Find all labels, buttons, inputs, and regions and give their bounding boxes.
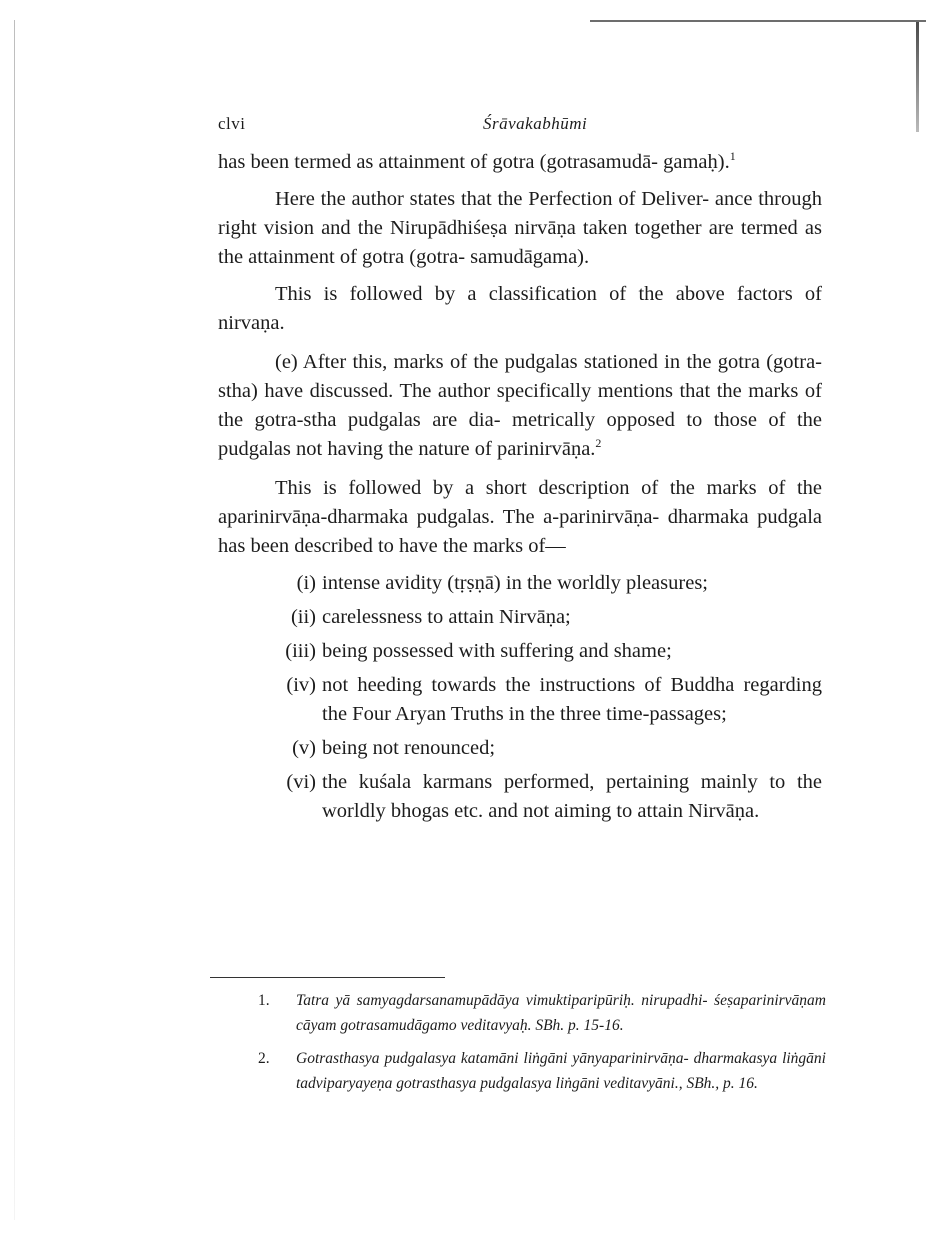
- list-item: [272, 734, 822, 763]
- footnote-ref-1: 1: [729, 149, 736, 164]
- list-item: [272, 603, 822, 632]
- paragraph-4: [218, 348, 822, 464]
- footnote-number: 2.: [258, 1050, 270, 1067]
- page-number: clvi: [218, 114, 246, 133]
- paragraph-2: Here the author states that the Perfection of Deliver- ance through right vision and the Nirupādhiśeṣa nirvāṇa taken together are termed as the attainment of gotra (gotra- samudāgama).: [218, 188, 822, 268]
- list-item: [272, 671, 822, 729]
- list-item-number: (v): [292, 737, 316, 759]
- main-text: [218, 148, 822, 831]
- list-item-text: not heeding towards the instructions of Buddha regarding the Four Aryan Truths in the three time-passages;: [322, 674, 822, 725]
- paragraph-1-text: has been termed as attainment of gotra (gotrasamudā- gamaḥ).: [218, 151, 730, 173]
- list-item-number: (iv): [286, 674, 316, 696]
- marks-list: [218, 569, 822, 826]
- list-item-text: carelessness to attain Nirvāṇa;: [322, 606, 571, 628]
- paragraph-4-text: (e) After this, marks of the pudgalas stationed in the gotra (gotra-stha) have discussed. The author specifically mentions that the marks of the gotra-stha pudgalas are dia- metrically opposed to those of the pudgalas not having the nature of parinirvāṇa.: [218, 351, 822, 460]
- footnote-text: Gotrasthasya pudgalasya katamāni liṅgāni yānyaparinirvāṇa- dharmakasya liṅgāni tadviparyayeṇa gotrasthasya pudgalasya liṅgāni veditavyāni., SBh., p. 16.: [296, 1050, 826, 1092]
- running-title: Śrāvakabhūmi: [483, 114, 588, 133]
- scan-edge-right: [916, 22, 919, 132]
- footnote-divider: [210, 977, 445, 978]
- list-item-number: (vi): [286, 771, 316, 793]
- list-item-text: being not renounced;: [322, 737, 496, 759]
- footnotes: [258, 988, 826, 1104]
- scan-edge-left: [14, 20, 15, 1220]
- paragraph-3: This is followed by a classification of the above factors of nirvaṇa.: [218, 283, 822, 334]
- footnote-text: Tatra yā samyagdarsanamupādāya vimuktiparipūriḥ. nirupadhi- śeṣaparinirvāṇam cāyam gotrasamudāgamo veditavyaḥ. SBh. p. 15-16.: [296, 992, 826, 1034]
- list-item: [272, 569, 822, 598]
- page-header: [218, 110, 818, 140]
- list-item: [272, 768, 822, 826]
- scan-edge-top: [590, 20, 926, 22]
- paragraph-5: This is followed by a short description of the marks of the aparinirvāṇa-dharmaka pudgalas. The a-parinirvāṇa- dharmaka pudgala has been described to have the marks of—: [218, 477, 822, 557]
- footnote-1: [258, 988, 826, 1038]
- footnote-number: 1.: [258, 992, 270, 1009]
- list-item-text: intense avidity (tṛṣṇā) in the worldly pleasures;: [322, 572, 708, 594]
- list-item-text: being possessed with suffering and shame;: [322, 640, 672, 662]
- footnote-ref-2: 2: [595, 436, 602, 451]
- list-item-number: (ii): [290, 606, 316, 628]
- list-item-number: (i): [296, 572, 316, 594]
- footnote-2: [258, 1046, 826, 1096]
- list-item: [272, 637, 822, 666]
- list-item-number: (iii): [285, 640, 316, 662]
- paragraph-1: [218, 148, 822, 177]
- list-item-text: the kuśala karmans performed, pertaining mainly to the worldly bhogas etc. and not aiming to attain Nirvāṇa.: [322, 771, 822, 822]
